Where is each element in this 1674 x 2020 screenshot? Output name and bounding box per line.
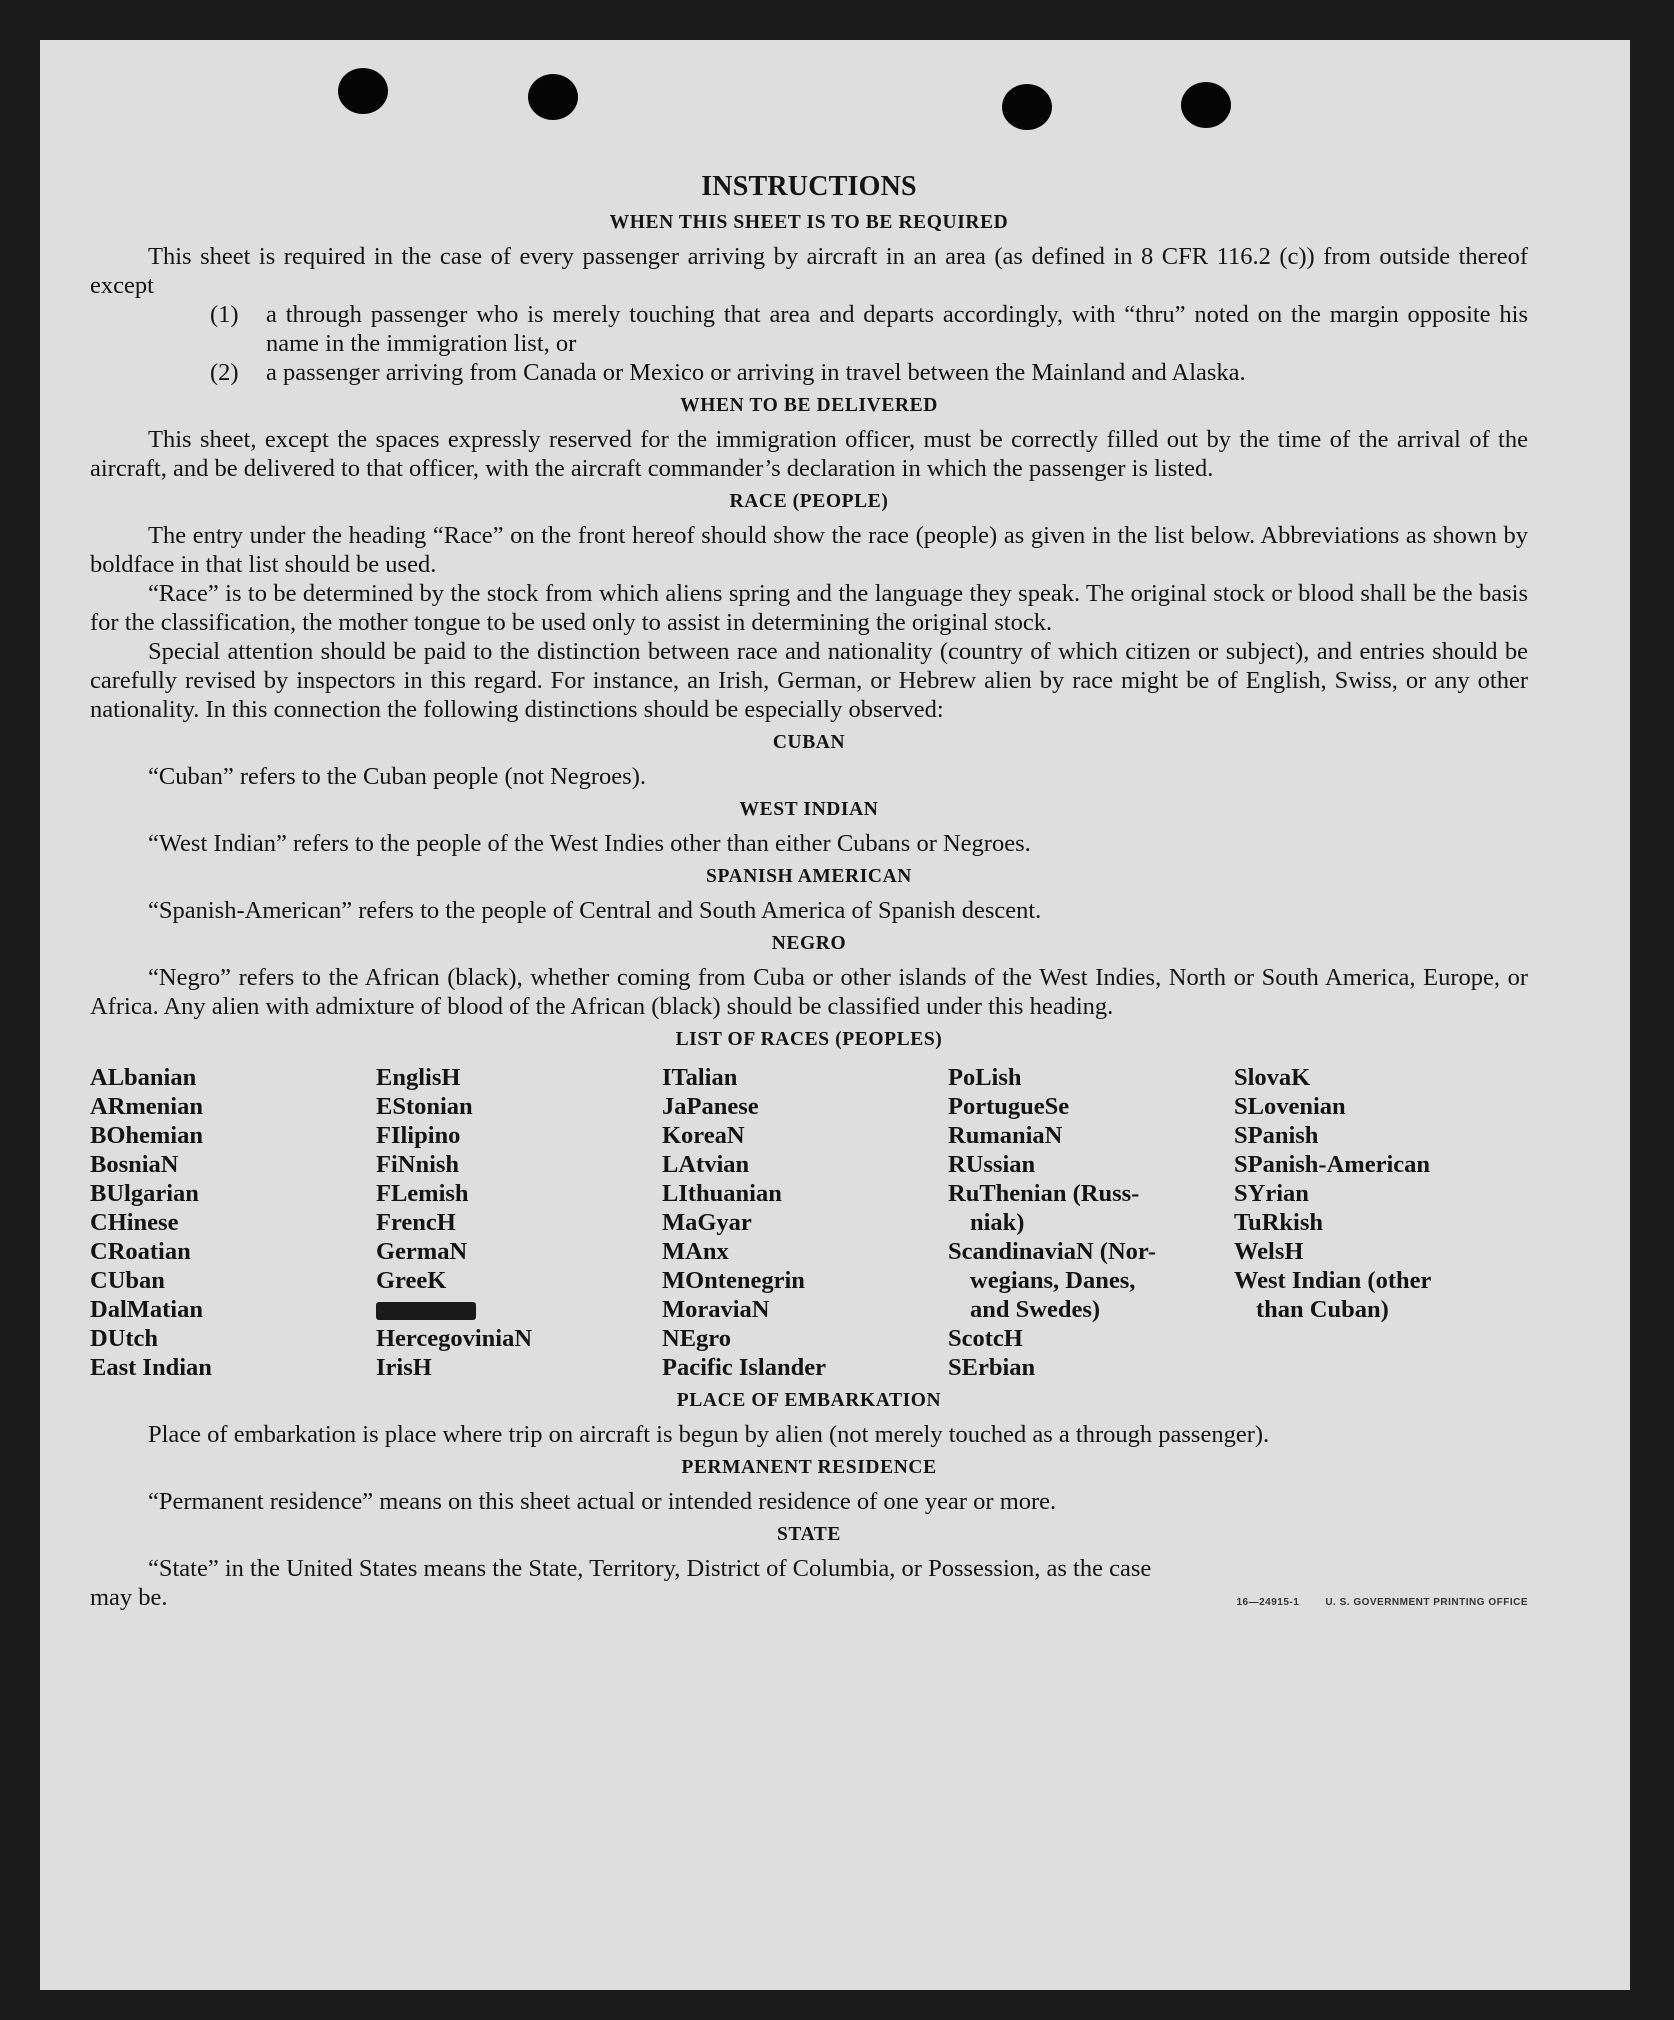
exception-number: (2) bbox=[210, 359, 239, 386]
exception-list bbox=[90, 300, 1528, 387]
west-indian-text: “West Indian” refers to the people of the West Indies other than either Cubans or Negroes. bbox=[148, 830, 1031, 857]
when-delivered-text: This sheet, except the spaces expressly reserved for the immigration officer, must be correctly filled out by the time of the arrival of the aircraft, and be delivered to that officer, with the aircraft commander’s declaration in which the passenger is listed. bbox=[90, 426, 1528, 482]
state-text: “State” in the United States means the State, Territory, District of Columbia, or Possession, as the case bbox=[148, 1555, 1152, 1582]
race-entry: MaGyar bbox=[662, 1209, 752, 1236]
race-entry: GermaN bbox=[376, 1238, 468, 1265]
page-title: INSTRUCTIONS bbox=[701, 171, 917, 202]
race-entry: than Cuban) bbox=[1256, 1296, 1389, 1323]
exception-text: a through passenger who is merely touching that area and departs accordingly, with “thru” noted on the margin opposite his name in the immigration list, or bbox=[266, 301, 1528, 357]
race-entry: HercegoviniaN bbox=[376, 1325, 533, 1352]
race-entry: FLemish bbox=[376, 1180, 469, 1207]
race-entry: LIthuanian bbox=[662, 1180, 782, 1207]
section-heading-state: STATE bbox=[776, 1524, 842, 1545]
race-entry: DalMatian bbox=[90, 1296, 203, 1323]
document-sheet bbox=[40, 40, 1630, 1990]
race-entry: ARmenian bbox=[90, 1093, 203, 1120]
race-entry: ScotcH bbox=[948, 1325, 1023, 1352]
race-entry: RumaniaN bbox=[948, 1122, 1063, 1149]
section-heading-when-required: WHEN THIS SHEET IS TO BE REQUIRED bbox=[609, 212, 1009, 233]
state-text-end: may be. bbox=[90, 1584, 168, 1611]
race-entry: niak) bbox=[970, 1209, 1025, 1236]
race-entry: GreeK bbox=[376, 1267, 447, 1294]
exception-item bbox=[210, 300, 1528, 358]
negro-text: “Negro” refers to the African (black), whether coming from Cuba or other islands of the West Indies, North or South America, Europe, or Africa. Any alien with admixture of blood of the African (black) should be classified under this heading. bbox=[90, 964, 1528, 1020]
race-entry: SlovaK bbox=[1234, 1064, 1311, 1091]
race-entry: CUban bbox=[90, 1267, 165, 1294]
exception-item bbox=[210, 358, 1528, 387]
race-entry: SPanish-American bbox=[1234, 1151, 1430, 1178]
printer-imprint: U. S. GOVERNMENT PRINTING OFFICE bbox=[1325, 1597, 1528, 1608]
race-entry: FIlipino bbox=[376, 1122, 461, 1149]
race-entry: FrencH bbox=[376, 1209, 456, 1236]
race-entry: EnglisH bbox=[376, 1064, 461, 1091]
races-column bbox=[90, 1063, 376, 1382]
races-column bbox=[1234, 1063, 1528, 1382]
race-entry: KoreaN bbox=[662, 1122, 745, 1149]
race-entry: wegians, Danes, bbox=[970, 1267, 1136, 1294]
race-entry: BUlgarian bbox=[90, 1180, 199, 1207]
race-entry: Pacific Islander bbox=[662, 1354, 826, 1381]
punch-hole bbox=[338, 68, 388, 114]
race-entry: PoLish bbox=[948, 1064, 1022, 1091]
race-entry: and Swedes) bbox=[970, 1296, 1101, 1323]
race-entry: ITalian bbox=[662, 1064, 738, 1091]
section-heading-races-list: LIST OF RACES (PEOPLES) bbox=[675, 1029, 943, 1050]
race-entry: MOntenegrin bbox=[662, 1267, 805, 1294]
exception-number: (1) bbox=[210, 301, 239, 328]
race-entry: MoraviaN bbox=[662, 1296, 770, 1323]
residence-text: “Permanent residence” means on this sheet actual or intended residence of one year or more. bbox=[148, 1488, 1057, 1515]
race-entry: SYrian bbox=[1234, 1180, 1309, 1207]
section-heading-cuban: CUBAN bbox=[772, 732, 846, 753]
race-entry: BOhemian bbox=[90, 1122, 203, 1149]
race-entry: EStonian bbox=[376, 1093, 473, 1120]
race-entry: TuRkish bbox=[1234, 1209, 1324, 1236]
redacted-entry bbox=[376, 1295, 662, 1324]
race-paragraph-1: The entry under the heading “Race” on the front hereof should show the race (people) as given in the list below. Abbreviations as shown by boldface in that list should be used. bbox=[90, 522, 1528, 578]
race-entry: CHinese bbox=[90, 1209, 179, 1236]
exception-text: a passenger arriving from Canada or Mexico or arriving in travel between the Mainland and Alaska. bbox=[266, 359, 1246, 386]
cuban-text: “Cuban” refers to the Cuban people (not Negroes). bbox=[148, 763, 646, 790]
footer-line bbox=[90, 1583, 1528, 1617]
punch-hole bbox=[1181, 82, 1231, 128]
embarkation-text: Place of embarkation is place where trip on aircraft is begun by alien (not merely touched as a through passenger). bbox=[148, 1421, 1270, 1448]
when-required-intro: This sheet is required in the case of every passenger arriving by aircraft in an area (as defined in 8 CFR 116.2 (c)) from outside thereof except bbox=[90, 243, 1528, 299]
race-paragraph-3: Special attention should be paid to the distinction between race and nationality (country of which citizen or subject), and entries should be carefully revised by inspectors in this regard. For instance, an Irish, German, or Hebrew alien by race might be of English, Swiss, or any other nationality. In this connection the following distinctions should be especially observed: bbox=[90, 638, 1528, 723]
race-entry: East Indian bbox=[90, 1354, 212, 1381]
section-heading-embarkation: PLACE OF EMBARKATION bbox=[676, 1390, 942, 1411]
race-entry: ScandinaviaN (Nor- bbox=[948, 1238, 1157, 1265]
race-entry: JaPanese bbox=[662, 1093, 759, 1120]
race-entry: IrisH bbox=[376, 1354, 432, 1381]
section-heading-negro: NEGRO bbox=[771, 933, 847, 954]
races-table bbox=[90, 1063, 1528, 1382]
race-entry: RUssian bbox=[948, 1151, 1036, 1178]
race-entry: MAnx bbox=[662, 1238, 729, 1265]
punch-hole bbox=[528, 74, 578, 120]
race-entry: SPanish bbox=[1234, 1122, 1319, 1149]
race-entry: NEgro bbox=[662, 1325, 731, 1352]
punch-hole bbox=[1002, 84, 1052, 130]
section-heading-when-delivered: WHEN TO BE DELIVERED bbox=[680, 395, 938, 416]
race-entry: DUtch bbox=[90, 1325, 159, 1352]
race-entry: SErbian bbox=[948, 1354, 1036, 1381]
print-imprint bbox=[1210, 1588, 1528, 1617]
races-column bbox=[376, 1063, 662, 1382]
section-heading-west-indian: WEST INDIAN bbox=[739, 799, 879, 820]
race-entry: RuThenian (Russ- bbox=[948, 1180, 1140, 1207]
form-code: 16—24915-1 bbox=[1236, 1597, 1300, 1608]
section-heading-residence: PERMANENT RESIDENCE bbox=[681, 1457, 937, 1478]
races-column bbox=[662, 1063, 948, 1382]
race-entry: ALbanian bbox=[90, 1064, 197, 1091]
race-entry: PortugueSe bbox=[948, 1093, 1070, 1120]
instructions-content bbox=[90, 170, 1528, 1617]
races-column bbox=[948, 1063, 1234, 1382]
spanish-american-text: “Spanish-American” refers to the people of Central and South America of Spanish descent. bbox=[148, 897, 1042, 924]
race-entry: West Indian (other bbox=[1234, 1267, 1432, 1294]
race-entry: LAtvian bbox=[662, 1151, 750, 1178]
race-entry: SLovenian bbox=[1234, 1093, 1346, 1120]
race-paragraph-2: “Race” is to be determined by the stock from which aliens spring and the language they speak. The original stock or blood shall be the basis for the classification, the mother tongue to be used only to assist in determining the original stock. bbox=[90, 580, 1528, 636]
race-entry: WelsH bbox=[1234, 1238, 1304, 1265]
race-entry: FiNnish bbox=[376, 1151, 460, 1178]
section-heading-spanish-american: SPANISH AMERICAN bbox=[706, 866, 912, 887]
race-entry: CRoatian bbox=[90, 1238, 191, 1265]
race-entry: BosniaN bbox=[90, 1151, 179, 1178]
section-heading-race: RACE (PEOPLE) bbox=[729, 491, 889, 512]
